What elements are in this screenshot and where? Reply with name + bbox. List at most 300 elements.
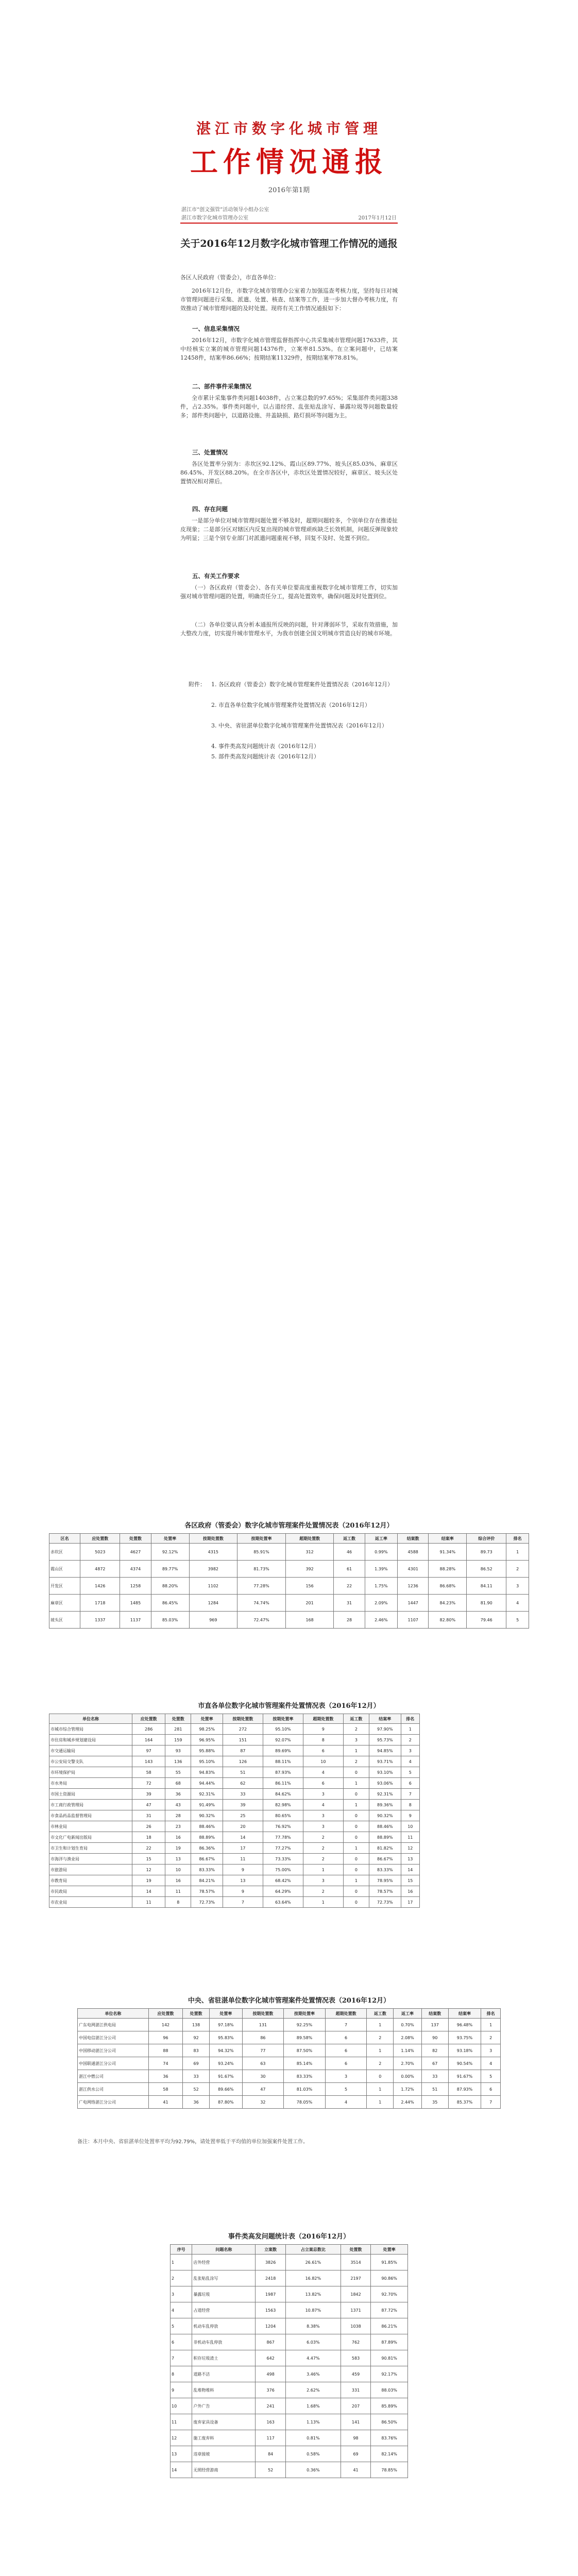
column-header: 结案率 xyxy=(429,1534,467,1544)
table-cell: 4.47% xyxy=(285,2350,341,2366)
table-cell: 86.50% xyxy=(371,2414,408,2430)
table-cell: 机动车乱停放 xyxy=(192,2318,256,2334)
table-row xyxy=(49,1778,420,1789)
table-cell: 89.69% xyxy=(263,1745,303,1756)
table-4-title: 事件类高发问题统计表（2016年12月） xyxy=(228,2233,350,2241)
table-cell: 0.81% xyxy=(285,2430,341,2446)
table-cell: 湛江供水公司 xyxy=(78,2083,149,2096)
table-cell: 0 xyxy=(343,1789,369,1800)
table-cell: 7 xyxy=(481,2096,501,2109)
table-cell: 168 xyxy=(285,1612,334,1629)
table-cell: 72.47% xyxy=(237,1612,286,1629)
table-cell: 762 xyxy=(341,2334,371,2350)
table-cell: 89.36% xyxy=(369,1800,401,1810)
table-1-title: 各区政府（管委会）数字化城市管理案件处置情况表（2016年12月） xyxy=(184,1522,394,1530)
table-cell: 498 xyxy=(256,2366,286,2382)
table-cell: 83 xyxy=(183,2044,210,2057)
table-cell: 1987 xyxy=(256,2286,286,2302)
table-cell: 1.68% xyxy=(285,2398,341,2414)
table-header-row xyxy=(49,1714,420,1724)
table-cell: 87.89% xyxy=(371,2334,408,2350)
table-cell: 87.93% xyxy=(263,1767,303,1778)
table-cell: 15 xyxy=(401,1875,419,1886)
table-cell: 867 xyxy=(256,2334,286,2350)
section-1-paragraph: 2016年12月，市数字化城市管理监督指挥中心共采集城市管理问题17633件，其中经核实立案的城市管理问题14376件，立案率81.53%。在立案问题中，已结案12458件，结案率86.66%；按期结案11329件，按期结案率78.81%。 xyxy=(180,337,398,361)
attachment-3: 3. 中央、省驻湛单位数字化城市管理案件处置情况表（2016年12月） xyxy=(211,722,387,729)
column-header: 单位名称 xyxy=(78,2009,149,2019)
table-row xyxy=(49,1578,529,1595)
table-cell: 95.83% xyxy=(210,2031,243,2044)
table-cell: 市环境保护局 xyxy=(49,1767,132,1778)
table-cell: 87.50% xyxy=(284,2044,326,2057)
red-rule xyxy=(180,223,398,224)
table-cell: 中国联通湛江分公司 xyxy=(78,2057,149,2070)
table-cell: 86.52 xyxy=(467,1561,506,1578)
table-cell: 4872 xyxy=(80,1561,120,1578)
table-cell: 市海洋与渔业局 xyxy=(49,1854,132,1865)
table-cell: 86.67% xyxy=(369,1854,401,1865)
table-cell: 51 xyxy=(223,1767,263,1778)
table-cell: 94.85% xyxy=(369,1745,401,1756)
table-cell: 市住房和城乡规划建设局 xyxy=(49,1735,132,1745)
table-row xyxy=(171,2382,408,2398)
table-3-title: 中央、省驻湛单位数字化城市管理案件处置情况表（2016年12月） xyxy=(188,1997,390,2005)
table-cell: 广电网络湛江分公司 xyxy=(78,2096,149,2109)
table-row xyxy=(78,2057,501,2070)
document-title: 关于2016年12月数字化城市管理工作情况的通报 xyxy=(180,238,398,249)
table-row xyxy=(171,2270,408,2286)
table-cell: 80.65% xyxy=(263,1810,303,1821)
table-cell: 61 xyxy=(334,1561,365,1578)
table-cell: 10 xyxy=(303,1756,343,1767)
table-cell: 376 xyxy=(256,2382,286,2398)
table-cell: 16 xyxy=(165,1832,191,1843)
table-cell: 26.61% xyxy=(285,2255,341,2270)
table-cell: 2 xyxy=(401,1735,419,1745)
table-cell: 163 xyxy=(256,2414,286,2430)
table-cell: 3 xyxy=(303,1810,343,1821)
table-row xyxy=(171,2302,408,2318)
table-cell: 91.34% xyxy=(429,1544,467,1561)
table-cell: 72 xyxy=(132,1778,165,1789)
table-row xyxy=(78,2070,501,2083)
table-cell: 969 xyxy=(189,1612,237,1629)
table-cell: 77.78% xyxy=(263,1832,303,1843)
table-row xyxy=(171,2366,408,2382)
table-cell: 77.28% xyxy=(237,1578,286,1595)
subhead-line-1: 湛江市“创文强管”活动领导小组办公室 xyxy=(181,207,269,213)
issue-number: 2016年第1期 xyxy=(268,187,310,194)
section-heading-5: 五、有关工作要求 xyxy=(192,572,240,580)
table-cell: 97 xyxy=(132,1745,165,1756)
column-header: 返工率 xyxy=(365,1534,397,1544)
table-cell: 62 xyxy=(223,1778,263,1789)
table-cell: 3 xyxy=(481,2044,501,2057)
table-cell: 12 xyxy=(171,2430,192,2446)
table-cell: 72.73% xyxy=(369,1897,401,1908)
table-cell: 51 xyxy=(421,2083,448,2096)
table-cell: 92 xyxy=(183,2031,210,2044)
table-cell: 2 xyxy=(481,2031,501,2044)
table-cell: 开发区 xyxy=(49,1578,80,1595)
table-cell: 市民政局 xyxy=(49,1886,132,1897)
table-cell: 4374 xyxy=(120,1561,151,1578)
table-cell: 11 xyxy=(165,1886,191,1897)
table-cell: 47 xyxy=(132,1800,165,1810)
table-cell: 79.46 xyxy=(467,1612,506,1629)
table-cell: 90 xyxy=(421,2031,448,2044)
table-cell: 13 xyxy=(165,1854,191,1865)
attachment-4: 4. 事件类高发问题统计表（2016年12月） xyxy=(211,743,319,750)
table-cell: 92.25% xyxy=(284,2019,326,2031)
table-cell: 92.12% xyxy=(151,1544,189,1561)
table-row xyxy=(49,1810,420,1821)
table-cell: 9 xyxy=(171,2382,192,2398)
table-cell: 459 xyxy=(341,2366,371,2382)
table-cell: 11 xyxy=(171,2414,192,2430)
section-4-paragraph: 一是部分单位对城市管理问题处置不够及时，超期问题较多，个别单位存在推诿扯皮现象；二是部分区对辖区内反复出现的城市管理顽疾缺乏长效机制，问题反弹现象较为明显；三是个别专业部门对派遣问题重视不够，回复不及时、处置不到位。 xyxy=(180,517,398,541)
table-cell: 68.42% xyxy=(263,1875,303,1886)
table-cell: 2 xyxy=(367,2057,394,2070)
table-cell: 19 xyxy=(132,1875,165,1886)
table-cell: 36 xyxy=(148,2070,182,2083)
table-cell: 88.46% xyxy=(191,1821,223,1832)
table-cell: 73.33% xyxy=(263,1854,303,1865)
table-cell: 78.85% xyxy=(371,2462,408,2478)
table-cell: 市文化广电新闻出版局 xyxy=(49,1832,132,1843)
table-row xyxy=(171,2255,408,2270)
table-cell: 14 xyxy=(401,1865,419,1875)
table-cell: 14 xyxy=(171,2462,192,2478)
column-header: 按期处置率 xyxy=(284,2009,326,2019)
table-cell: 2 xyxy=(303,1843,343,1854)
table-row xyxy=(78,2019,501,2031)
table-cell: 8 xyxy=(303,1735,343,1745)
table-cell: 88.46% xyxy=(369,1821,401,1832)
section-5-paragraph-2: （二）各单位要认真分析本通报所反映的问题，针对薄弱环节，采取有效措施，加大整改力度，切实提升城市管理水平，为我市创建全国文明城市营造良好的城市环境。 xyxy=(180,621,398,637)
table-cell: 88.28% xyxy=(429,1561,467,1578)
table-cell: 87.93% xyxy=(448,2083,481,2096)
table-cell: 36 xyxy=(183,2096,210,2109)
table-cell: 86.11% xyxy=(263,1778,303,1789)
table-cell: 2 xyxy=(303,1854,343,1865)
table-cell: 88.89% xyxy=(369,1832,401,1843)
table-cell: 91.49% xyxy=(191,1800,223,1810)
table-row xyxy=(171,2462,408,2478)
table-cell: 5023 xyxy=(80,1544,120,1561)
table-cell: 392 xyxy=(285,1561,334,1578)
table-cell: 20 xyxy=(223,1821,263,1832)
table-cell: 3.46% xyxy=(285,2366,341,2382)
table-cell: 58 xyxy=(148,2083,182,2096)
table-cell: 93.71% xyxy=(369,1756,401,1767)
table-cell: 78.95% xyxy=(369,1875,401,1886)
table-cell: 暴露垃圾 xyxy=(192,2286,256,2302)
table-cell: 2.09% xyxy=(365,1595,397,1612)
masthead-title: 工作情况通报 xyxy=(190,145,388,178)
table-cell: 市城市综合管理局 xyxy=(49,1724,132,1735)
table-cell: 82.14% xyxy=(371,2446,408,2462)
table-cell: 2.44% xyxy=(394,2096,421,2109)
table-cell: 6 xyxy=(401,1778,419,1789)
table-cell: 1107 xyxy=(398,1612,429,1629)
table-cell: 43 xyxy=(165,1800,191,1810)
table-cell: 6 xyxy=(325,2044,367,2057)
table-cell: 84 xyxy=(256,2446,286,2462)
table-cell: 0 xyxy=(343,1821,369,1832)
table-cell: 90.54% xyxy=(448,2057,481,2070)
table-row xyxy=(49,1724,420,1735)
table-row xyxy=(49,1821,420,1832)
column-header: 超期处置数 xyxy=(285,1534,334,1544)
table-cell: 26 xyxy=(132,1821,165,1832)
column-header: 排名 xyxy=(506,1534,529,1544)
table-cell: 39 xyxy=(132,1789,165,1800)
table-cell: 63.64% xyxy=(263,1897,303,1908)
table-cell: 0 xyxy=(343,1832,369,1843)
table-cell: 1 xyxy=(343,1745,369,1756)
table-cell: 83.33% xyxy=(369,1865,401,1875)
column-header: 返工数 xyxy=(334,1534,365,1544)
issue-date: 2017年1月12日 xyxy=(358,215,397,221)
table-cell: 85.89% xyxy=(371,2398,408,2414)
table-cell: 642 xyxy=(256,2350,286,2366)
table-cell: 0 xyxy=(343,1854,369,1865)
table-cell: 85.14% xyxy=(284,2057,326,2070)
table-cell: 131 xyxy=(242,2019,284,2031)
table-cell: 286 xyxy=(132,1724,165,1735)
table-cell: 18 xyxy=(132,1832,165,1843)
table-cell: 98 xyxy=(341,2430,371,2446)
table-cell: 16 xyxy=(165,1875,191,1886)
table-cell: 占道经营 xyxy=(192,2302,256,2318)
table-cell: 89.77% xyxy=(151,1561,189,1578)
table-cell: 2418 xyxy=(256,2270,286,2286)
attachment-2: 2. 市直各单位数字化城市管理案件处置情况表（2016年12月） xyxy=(211,702,370,708)
table-cell: 1 xyxy=(303,1865,343,1875)
table-row xyxy=(49,1789,420,1800)
table-cell: 93.06% xyxy=(369,1778,401,1789)
table-cell: 86.36% xyxy=(191,1843,223,1854)
table-cell: 1842 xyxy=(341,2286,371,2302)
table-cell: 4 xyxy=(303,1800,343,1810)
table-cell: 市林业局 xyxy=(49,1821,132,1832)
table-cell: 93.75% xyxy=(448,2031,481,2044)
table-cell: 11 xyxy=(401,1832,419,1843)
column-header: 返工数 xyxy=(343,1714,369,1724)
table-cell: 1284 xyxy=(189,1595,237,1612)
table-cell: 13 xyxy=(401,1854,419,1865)
table-cell: 241 xyxy=(256,2398,286,2414)
table-cell: 156 xyxy=(285,1578,334,1595)
table-cell: 87.72% xyxy=(371,2302,408,2318)
table-cell: 市交通运输局 xyxy=(49,1745,132,1756)
section-2-paragraph: 全市累计采集事件类问题14038件，占立案总数的97.65%；采集部件类问题338件，占2.35%。事件类问题中，以占道经营、乱张贴乱涂写、暴露垃圾等问题数量较多；部件类问题中，以道路设施、井盖缺损、路灯损坏等问题为主。 xyxy=(180,395,398,419)
table-row xyxy=(171,2334,408,2350)
table-cell: 84.11 xyxy=(467,1578,506,1595)
table-cell: 5 xyxy=(481,2070,501,2083)
table-cell: 23 xyxy=(165,1821,191,1832)
table-row xyxy=(171,2318,408,2334)
attachment-5: 5. 部件类高发问题统计表（2016年12月） xyxy=(211,753,319,760)
table-cell: 1 xyxy=(367,2083,394,2096)
table-cell: 88.03% xyxy=(371,2382,408,2398)
table-cell: 64.29% xyxy=(263,1886,303,1897)
column-header: 应处置数 xyxy=(80,1534,120,1544)
table-cell: 麻章区 xyxy=(49,1595,80,1612)
table-cell: 94.44% xyxy=(191,1778,223,1789)
table-cell: 69 xyxy=(341,2446,371,2462)
table-1 xyxy=(49,1533,529,1629)
table-cell: 1426 xyxy=(80,1578,120,1595)
table-cell: 88.89% xyxy=(191,1832,223,1843)
table-2-title: 市直各单位数字化城市管理案件处置情况表（2016年12月） xyxy=(198,1702,380,1710)
column-header: 综合评价 xyxy=(467,1534,506,1544)
table-cell: 312 xyxy=(285,1544,334,1561)
table-cell: 3 xyxy=(303,1821,343,1832)
table-cell: 5 xyxy=(506,1612,529,1629)
table-cell: 广东电网湛江供电局 xyxy=(78,2019,149,2031)
table-cell: 0.58% xyxy=(285,2446,341,2462)
table-cell: 8 xyxy=(401,1800,419,1810)
table-cell: 户外广告 xyxy=(192,2398,256,2414)
table-cell: 1718 xyxy=(80,1595,120,1612)
attachment-1: 1. 各区政府（管委会）数字化城市管理案件处置情况表（2016年12月） xyxy=(211,681,393,688)
column-header: 序号 xyxy=(171,2245,192,2255)
table-cell: 55 xyxy=(165,1767,191,1778)
table-cell: 97.90% xyxy=(369,1724,401,1735)
table-cell: 1 xyxy=(367,2096,394,2109)
table-cell: 乱堆物堆料 xyxy=(192,2382,256,2398)
table-row xyxy=(49,1735,420,1745)
table-cell: 1204 xyxy=(256,2318,286,2334)
table-cell: 96.48% xyxy=(448,2019,481,2031)
table-cell: 施工废弃料 xyxy=(192,2430,256,2446)
table-cell: 86.67% xyxy=(191,1854,223,1865)
table-cell: 52 xyxy=(256,2462,286,2478)
table-row xyxy=(171,2350,408,2366)
table-cell: 7 xyxy=(171,2350,192,2366)
table-cell: 赤坎区 xyxy=(49,1544,80,1561)
table-header-row xyxy=(171,2245,408,2255)
table-cell: 82.80% xyxy=(429,1612,467,1629)
table-cell: 9 xyxy=(401,1810,419,1821)
table-row xyxy=(78,2031,501,2044)
table-cell: 83.33% xyxy=(284,2070,326,2083)
column-header: 结案数 xyxy=(421,2009,448,2019)
table-cell: 86.45% xyxy=(151,1595,189,1612)
table-cell: 3 xyxy=(303,1875,343,1886)
table-cell: 84.62% xyxy=(263,1789,303,1800)
table-cell: 6 xyxy=(325,2057,367,2070)
table-cell: 6 xyxy=(325,2031,367,2044)
table-cell: 市水务局 xyxy=(49,1778,132,1789)
table-cell: 86.21% xyxy=(371,2318,408,2334)
table-cell: 35 xyxy=(421,2096,448,2109)
table-cell: 4 xyxy=(401,1756,419,1767)
table-cell: 非机动车乱停放 xyxy=(192,2334,256,2350)
table-cell: 10 xyxy=(171,2398,192,2414)
column-header: 区名 xyxy=(49,1534,80,1544)
table-cell: 82 xyxy=(421,2044,448,2057)
table-cell: 4 xyxy=(171,2302,192,2318)
table-row xyxy=(49,1544,529,1561)
table-2 xyxy=(49,1714,420,1908)
table-cell: 19 xyxy=(165,1843,191,1854)
section-heading-1: 一、信息采集情况 xyxy=(192,325,240,332)
table-4 xyxy=(170,2244,408,2478)
table-cell: 3 xyxy=(343,1735,369,1745)
table-cell: 0.99% xyxy=(365,1544,397,1561)
table-row xyxy=(171,2286,408,2302)
table-cell: 33 xyxy=(183,2070,210,2083)
table-cell: 1102 xyxy=(189,1578,237,1595)
table-cell: 2197 xyxy=(341,2270,371,2286)
table-cell: 92.31% xyxy=(369,1789,401,1800)
table-cell: 1137 xyxy=(120,1612,151,1629)
table-cell: 1447 xyxy=(398,1595,429,1612)
column-header: 处置数 xyxy=(341,2245,371,2255)
table-cell: 9 xyxy=(223,1886,263,1897)
table-cell: 97.18% xyxy=(210,2019,243,2031)
table-cell: 7 xyxy=(401,1789,419,1800)
table-cell: 1485 xyxy=(120,1595,151,1612)
section-5-paragraph-1: （一）各区政府（管委会）、各有关单位要高度重视数字化城市管理工作，切实加强对城市管理问题的处置，明确责任分工，提高处置效率，确保问题及时处置到位。 xyxy=(180,584,398,600)
table-cell: 12 xyxy=(132,1865,165,1875)
column-header: 处置数 xyxy=(183,2009,210,2019)
table-cell: 1 xyxy=(343,1778,369,1789)
table-cell: 88.11% xyxy=(263,1756,303,1767)
column-header: 立案数 xyxy=(256,2245,286,2255)
table-cell: 3 xyxy=(303,1789,343,1800)
table-cell: 95.10% xyxy=(263,1724,303,1735)
table-cell: 78.57% xyxy=(191,1886,223,1897)
table-cell: 1.72% xyxy=(394,2083,421,2096)
table-cell: 1.75% xyxy=(365,1578,397,1595)
table-cell: 市教育局 xyxy=(49,1875,132,1886)
table-cell: 78.05% xyxy=(284,2096,326,2109)
table-cell: 中国电信湛江分公司 xyxy=(78,2031,149,2044)
table-3 xyxy=(77,2008,501,2109)
table-cell: 7 xyxy=(325,2019,367,2031)
table-cell: 22 xyxy=(132,1843,165,1854)
table-cell: 75.00% xyxy=(263,1865,303,1875)
table-cell: 68 xyxy=(165,1778,191,1789)
table-cell: 81.03% xyxy=(284,2083,326,2096)
table-cell: 95.73% xyxy=(369,1735,401,1745)
table-row xyxy=(171,2398,408,2414)
column-header: 处置率 xyxy=(191,1714,223,1724)
table-cell: 16.82% xyxy=(285,2270,341,2286)
table-cell: 3 xyxy=(506,1578,529,1595)
table-cell: 58 xyxy=(132,1767,165,1778)
table-cell: 霞山区 xyxy=(49,1561,80,1578)
column-header: 排名 xyxy=(481,2009,501,2019)
table-cell: 无照经营游商 xyxy=(192,2462,256,2478)
table-row xyxy=(49,1897,420,1908)
table-cell: 84.23% xyxy=(429,1595,467,1612)
table-cell: 90.81% xyxy=(371,2350,408,2366)
table-cell: 30 xyxy=(242,2070,284,2083)
intro-paragraph: 2016年12月份，市数字化城市管理办公室着力加强巡查考核力度，坚持每日对城市管理问题进行采集、派遣、处置、核查、结案等工作，进一步加大督办考核力度，有效推动了城市管理问题的及时处置。现将有关工作情况通报如下： xyxy=(180,287,398,312)
table-cell: 126 xyxy=(223,1756,263,1767)
table-cell: 6 xyxy=(171,2334,192,2350)
table-cell: 3514 xyxy=(341,2255,371,2270)
column-header: 按期处置数 xyxy=(242,2009,284,2019)
table-cell: 4315 xyxy=(189,1544,237,1561)
table-cell: 4301 xyxy=(398,1561,429,1578)
column-header: 返工数 xyxy=(367,2009,394,2019)
